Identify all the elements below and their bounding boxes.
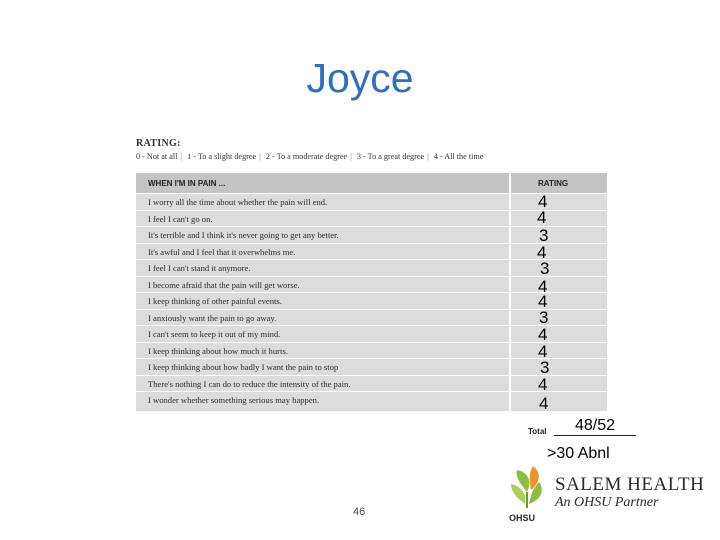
logo-name: SALEM HEALTH xyxy=(555,474,705,495)
table-row xyxy=(136,276,607,296)
table-row xyxy=(136,342,607,359)
table-row xyxy=(136,309,607,326)
table-row xyxy=(136,375,607,392)
total-value: 48/52 xyxy=(554,417,636,436)
pain-statement: I worry all the time about whether the pain will end. xyxy=(148,197,328,207)
salem-health-leaf-logo-icon xyxy=(503,462,551,524)
pain-statement: I become afraid that the pain will get worse. xyxy=(148,279,300,290)
row-score: 4 xyxy=(538,325,548,344)
row-score: 4 xyxy=(537,208,547,227)
row-score: 4 xyxy=(537,243,547,262)
rating-scale xyxy=(136,138,606,161)
total-label: Total xyxy=(528,427,547,436)
abnormal-threshold-note: >30 Abnl xyxy=(547,445,610,462)
table-header xyxy=(136,173,607,193)
rating-option: 4 - All the time xyxy=(433,152,484,161)
row-score: 4 xyxy=(538,342,548,361)
rating-scale-legend: 0 - Not at all | 1 - To a slight degree | 2 - To a moderate degree | 3 - To a great degree | 4 - All the time xyxy=(136,152,484,161)
pain-statement: It's awful and I feel that it overwhelms me. xyxy=(148,246,296,257)
page-number: 46 xyxy=(353,506,366,518)
slide-title: Joyce xyxy=(306,55,414,101)
row-score: 4 xyxy=(538,292,548,311)
pain-statement: I anxiously want the pain to go away. xyxy=(148,312,277,323)
table-row xyxy=(136,358,607,375)
row-score: 3 xyxy=(539,308,549,327)
table-row xyxy=(136,292,607,309)
rating-option: 0 - Not at all xyxy=(136,152,178,161)
rating-column-header: RATING xyxy=(538,179,569,188)
salem-health-logo xyxy=(500,462,705,524)
pain-statement: I feel I can't stand it anymore. xyxy=(148,263,251,273)
row-score: 4 xyxy=(538,277,548,296)
statement-column-header: WHEN I'M IN PAIN ... xyxy=(148,179,226,188)
row-score: 3 xyxy=(540,358,550,377)
pain-statement: I can't seem to keep it out of my mind. xyxy=(148,329,281,339)
rating-scale-heading: RATING: xyxy=(136,138,181,149)
pain-statement: I feel I can't go on. xyxy=(148,213,213,224)
ohsu-mark-text: OHSU xyxy=(509,513,536,523)
row-score: 3 xyxy=(539,226,549,245)
pain-statement: It's terrible and I think it's never going to get any better. xyxy=(148,230,339,240)
row-score: 4 xyxy=(538,192,548,211)
rating-option: 3 - To a great degree xyxy=(356,152,425,161)
pain-statement: I keep thinking about how badly I want the pain to stop xyxy=(148,362,339,372)
row-score: 3 xyxy=(540,259,550,278)
rating-option: 1 - To a slight degree xyxy=(187,152,257,161)
table-row xyxy=(136,391,607,408)
row-score: 4 xyxy=(539,394,549,413)
pain-statement: I keep thinking of other painful events. xyxy=(148,296,282,306)
pain-statement: I keep thinking about how much it hurts. xyxy=(148,345,288,356)
table-row xyxy=(136,325,607,342)
rating-option: 2 - To a moderate degree xyxy=(265,152,348,161)
pain-statement: I wonder whether something serious may happen. xyxy=(148,395,320,405)
pain-statement: There's nothing I can do to reduce the intensity of the pain. xyxy=(148,378,351,389)
logo-tagline: An OHSU Partner xyxy=(555,495,659,510)
table-row xyxy=(136,226,607,243)
row-score: 4 xyxy=(538,375,548,394)
